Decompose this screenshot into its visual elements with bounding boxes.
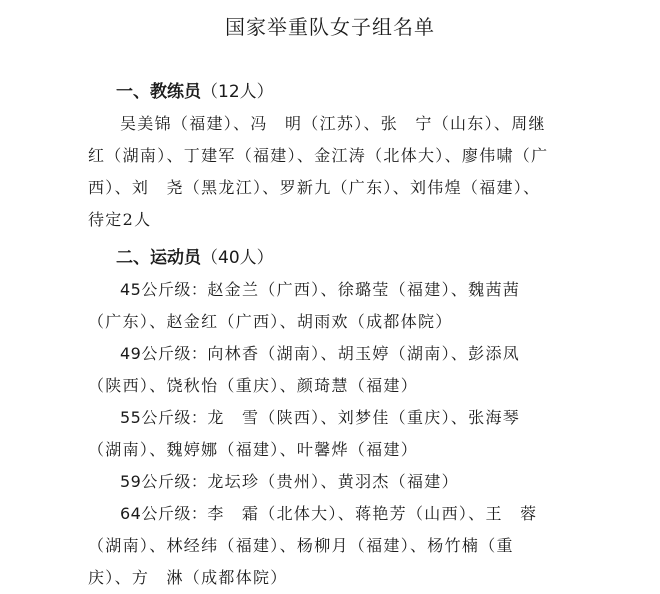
weight-class-label: 64公斤级： <box>120 504 208 523</box>
athlete-names-continued: （湖南）、魏婷娜（福建）、叶馨烨（福建） <box>88 440 419 459</box>
athlete-names-continued: （湖南）、林经纬（福建）、杨柳月（福建）、杨竹楠（重 <box>88 536 514 555</box>
coaches-list <box>88 108 600 236</box>
coaches-line: 红（湖南）、丁建军（福建）、金江涛（北体大）、廖伟啸（广 <box>88 146 549 165</box>
coaches-heading <box>116 76 600 108</box>
athlete-names-continued: （广东）、赵金红（广西）、胡雨欢（成都体院） <box>88 312 453 331</box>
weight-class-label: 55公斤级： <box>120 408 208 427</box>
athletes-heading <box>116 242 600 274</box>
athlete-names: 龙 雪（陕西）、刘梦佳（重庆）、张海琴 <box>207 408 521 427</box>
athlete-names: 李 霜（北体大）、蒋艳芳（山西）、王 蓉 <box>207 504 538 523</box>
weight-class-64-line <box>88 498 600 530</box>
athlete-names: 龙坛珍（贵州）、黄羽杰（福建） <box>207 472 459 491</box>
weight-class-49-line <box>88 338 600 370</box>
athletes-count: （40人） <box>201 248 274 268</box>
coaches-line: 西）、刘 尧（黑龙江）、罗新九（广东）、刘伟煌（福建）、 <box>88 178 541 197</box>
athlete-names: 向林香（湖南）、胡玉婷（湖南）、彭添凤 <box>207 344 521 363</box>
weight-class-55-line <box>88 402 600 434</box>
athletes-list <box>88 274 600 594</box>
athlete-names: 赵金兰（广西）、徐璐莹（福建）、魏茜茜 <box>207 280 521 299</box>
weight-class-45-line <box>88 274 600 306</box>
weight-class-label: 45公斤级： <box>120 280 208 299</box>
coaches-count: （12人） <box>201 82 274 102</box>
weight-class-label: 59公斤级： <box>120 472 208 491</box>
weight-class-59-line <box>88 466 600 498</box>
weight-class-label: 49公斤级： <box>120 344 208 363</box>
athlete-names-continued: 庆）、方 淋（成都体院） <box>88 568 288 587</box>
document-title: 国家举重队女子组名单 <box>225 15 435 39</box>
coaches-heading-label: 一、教练员 <box>116 82 201 102</box>
coaches-line: 吴美锦（福建）、冯 明（江苏）、张 宁（山东）、周继 <box>120 114 546 133</box>
athletes-heading-label: 二、运动员 <box>116 248 201 268</box>
coaches-line: 待定2人 <box>88 210 152 229</box>
athlete-names-continued: （陕西）、饶秋怡（重庆）、颜琦慧（福建） <box>88 376 419 395</box>
